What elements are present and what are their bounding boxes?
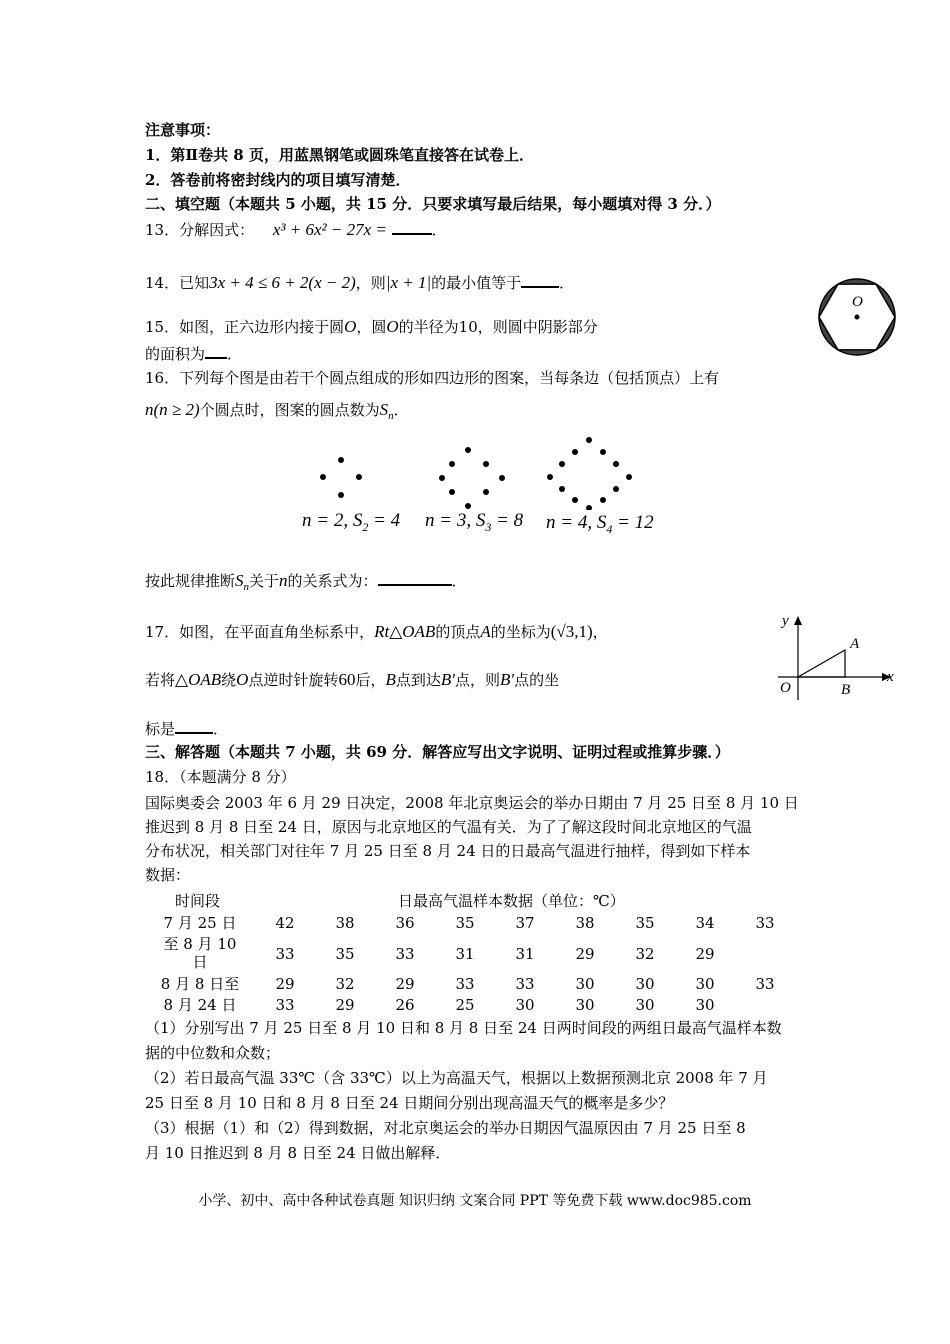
table-cell: 33 <box>275 995 295 1014</box>
q18-sub-2a: （2）若日最高气温 33℃（含 33℃）以上为高温天气，根据以上数据预测北京 2008 年 7 月 <box>145 1069 768 1087</box>
q16-infer-sub: n <box>243 581 250 593</box>
notice-title: 注意事项： <box>145 121 221 139</box>
table-cell: 29 <box>335 995 355 1014</box>
question-16-line-2 <box>145 400 409 426</box>
caption-n3-s: S <box>475 510 486 531</box>
point-b-label: B <box>841 682 851 698</box>
table-cell: 30 <box>635 974 655 993</box>
point-a-label: A <box>850 636 860 652</box>
table-cell: 30 <box>695 974 715 993</box>
table-cell: 35 <box>455 913 475 932</box>
row-label: 7 月 25 日 <box>163 913 237 932</box>
caption-n3-n: n = 3, <box>425 510 472 531</box>
table-cell: 33 <box>755 913 775 932</box>
origin-label: O <box>780 680 791 696</box>
question-17-line-3 <box>145 718 228 739</box>
question-13 <box>145 219 447 240</box>
table-cell <box>735 994 795 1015</box>
caption-n2 <box>302 510 400 535</box>
q15-o2: O <box>386 317 399 336</box>
caption-n4-sub: 4 <box>606 521 613 536</box>
caption-n2-val: = 4 <box>373 510 401 531</box>
table-header-data: 日最高气温样本数据（单位：℃） <box>398 892 625 910</box>
caption-n4 <box>546 512 654 537</box>
question-15-line-1 <box>145 317 598 337</box>
q17-answer-blank <box>175 718 213 734</box>
q17-Bp2: B′ <box>500 670 515 689</box>
q13-expression: x³ + 6x² − 27x = <box>272 220 387 239</box>
q14-end: ． <box>559 274 575 292</box>
q17-O: O <box>236 670 249 689</box>
q17-a3: 的坐标为 <box>490 623 551 641</box>
table-cell: 33 <box>515 974 535 993</box>
question-14 <box>145 272 574 293</box>
q17-coord: (√3,1) <box>550 622 593 641</box>
q13-prefix: 13．分解因式： <box>145 221 255 239</box>
q15-o1: O <box>344 317 357 336</box>
table-cell: 37 <box>515 913 535 932</box>
table-row <box>145 973 795 994</box>
caption-n4-n: n = 4, <box>546 512 593 533</box>
q16-s: S <box>379 400 389 419</box>
table-cell: 31 <box>515 944 535 963</box>
q15-text-b: ，圆 <box>356 318 387 336</box>
temperature-table <box>145 912 795 933</box>
temperature-table-rows-3-4 <box>145 973 795 1015</box>
pattern-n4 <box>547 437 632 510</box>
q16-infer-c: 的关系式为： <box>287 572 378 590</box>
q16-infer-b: 关于 <box>249 572 280 590</box>
table-cell: 34 <box>695 913 715 932</box>
caption-n2-s: S <box>352 510 363 531</box>
table-cell: 30 <box>575 974 595 993</box>
table-cell: 30 <box>575 995 595 1014</box>
q18-para-3: 分布状况，相关部门对往年 7 月 25 日至 8 月 24 日的日最高气温进行抽样，得到如下样本 <box>145 842 751 860</box>
q18-sub-2b: 25 日至 8 月 10 日和 8 月 8 日至 24 日期间分别出现高温天气的概率是多少？ <box>145 1094 674 1112</box>
q17-a1: 17．如图，在平面直角坐标系中， <box>145 623 375 641</box>
table-row <box>145 943 795 964</box>
q17-b7: 点的坐 <box>514 671 560 689</box>
q18-para-1: 国际奥委会 2003 年 6 月 29 日决定，2008 年北京奥运会的举办日期由 7 月 25 日至 8 月 10 日 <box>145 794 799 812</box>
q16-condition: n(n ≥ 2) <box>145 400 200 419</box>
table-cell: 35 <box>635 913 655 932</box>
table-cell: 30 <box>635 995 655 1014</box>
q13-end: ． <box>431 221 447 239</box>
table-cell: 26 <box>395 995 415 1014</box>
q18-sub-3b: 月 10 日推迟到 8 月 8 日至 24 日做出解释． <box>145 1144 451 1162</box>
table-row <box>145 994 795 1015</box>
table-header-period: 时间段 <box>175 892 221 910</box>
table-cell: 32 <box>335 974 355 993</box>
coordinate-triangle-figure <box>770 612 900 704</box>
temperature-table-row-2 <box>145 943 795 964</box>
q17-end: ． <box>213 720 229 738</box>
table-cell: 30 <box>515 995 535 1014</box>
y-arrow-icon <box>794 616 802 625</box>
table-cell: 30 <box>695 995 715 1014</box>
table-cell: 33 <box>275 944 295 963</box>
section-2-heading: 二、填空题（本题共 5 小题，共 15 分．只要求填写最后结果，每小题填对得 3 分．） <box>145 195 721 213</box>
q17-tri: △OAB <box>175 670 222 689</box>
table-cell: 38 <box>335 913 355 932</box>
q17-c1: 标是 <box>145 720 176 738</box>
question-17-line-1 <box>145 622 608 642</box>
row-label-spacer <box>145 943 255 964</box>
caption-n3-sub: 3 <box>485 519 492 534</box>
q18-sub-1b: 据的中位数和众数； <box>145 1044 281 1062</box>
q17-Bp1: B′ <box>440 670 455 689</box>
question-16-line-1: 16．下列每个图是由若干个圆点组成的形如四边形的图案，当每条边（包括顶点）上有 <box>145 369 720 387</box>
page-footer: 小学、初中、高中各种试卷真题 知识归纳 文案合同 PPT 等免费下载 www.doc985.com <box>198 1193 752 1209</box>
q18-title: 18．（本题满分 8 分） <box>145 768 296 786</box>
q15-text-a: 15．如图，正六边形内接于圆 <box>145 318 345 336</box>
table-cell: 42 <box>275 913 295 932</box>
q16-infer-end: ． <box>451 572 467 590</box>
table-cell: 29 <box>275 974 295 993</box>
center-point <box>855 315 860 320</box>
q16-answer-blank <box>378 570 452 586</box>
table-cell <box>735 943 795 964</box>
table-cell: 33 <box>395 944 415 963</box>
table-cell: 25 <box>455 995 475 1014</box>
pattern-n3 <box>439 447 505 509</box>
row-label: 8 月 24 日 <box>163 995 237 1014</box>
q18-sub-3a: （3）根据（1）和（2）得到数据，对北京奥运会的举办日期因气温原因由 7 月 25 日至 8 <box>145 1119 746 1137</box>
notice-item-1: 1．第Ⅱ卷共 8 页，用蓝黑钢笔或圆珠笔直接答在试卷上． <box>145 146 534 164</box>
table-cell: 35 <box>335 944 355 963</box>
q17-b5: 点到达 <box>395 671 441 689</box>
q14-inequality: 3x + 4 ≤ 6 + 2(x − 2) <box>209 273 356 292</box>
triangle-oab <box>798 650 845 677</box>
table-cell: 29 <box>395 974 415 993</box>
dot-patterns-figure <box>300 430 660 510</box>
q17-deg: 60 <box>338 670 356 689</box>
q17-rt: Rt△OAB <box>374 622 436 641</box>
q15-text-line2: 的面积为 <box>145 345 206 363</box>
q18-sub-1a: （1）分别写出 7 月 25 日至 8 月 10 日和 8 月 8 日至 24 日两时间段的两组日最高气温样本数 <box>145 1019 782 1037</box>
notice-item-2: 2．答卷前将密封线内的项目填写清楚． <box>145 171 411 189</box>
q17-b1: 若将 <box>145 671 176 689</box>
q17-b3: 点逆时针旋转 <box>248 671 339 689</box>
q16-infer-a: 按此规律推断 <box>145 572 236 590</box>
caption-n4-s: S <box>596 512 607 533</box>
q17-b4: 后， <box>355 671 386 689</box>
q14-prefix: 14．已知 <box>145 274 210 292</box>
q17-a2: 的顶点 <box>435 623 481 641</box>
q17-b6: 点，则 <box>454 671 500 689</box>
row-label: 8 月 8 日至 <box>160 974 240 993</box>
q15-answer-blank <box>205 343 227 359</box>
q14-abs-expression: |x + 1| <box>385 273 432 292</box>
question-17-line-2 <box>145 670 559 690</box>
x-axis-label: x <box>887 669 894 685</box>
row-label: 至 8 月 10 <box>163 935 237 953</box>
q16-infer-s: S <box>235 571 244 590</box>
table-row <box>145 912 795 933</box>
table-cell: 31 <box>455 944 475 963</box>
table-cell: 29 <box>695 944 715 963</box>
center-label: O <box>852 294 863 310</box>
caption-n4-val: = 12 <box>617 512 654 533</box>
q15-end: ． <box>227 345 243 363</box>
q15-text-c: 的半径为10，则圆中阴影部分 <box>398 318 598 336</box>
q16-text: 个圆点时，图案的圆点数为 <box>199 401 380 419</box>
q16-s-sub: n <box>388 410 394 422</box>
q17-A: A <box>480 622 491 641</box>
table-cell: 32 <box>635 944 655 963</box>
q14-answer-blank <box>521 272 559 288</box>
q14-suffix: 的最小值等于 <box>431 274 522 292</box>
q16-infer-n: n <box>279 571 288 590</box>
table-cell: 29 <box>575 944 595 963</box>
q17-B: B <box>385 670 396 689</box>
caption-n2-n: n = 2, <box>302 510 349 531</box>
q16-end: ． <box>393 401 409 419</box>
pattern-n2 <box>320 457 362 498</box>
y-axis-label: y <box>782 613 789 629</box>
question-15-line-2 <box>145 343 242 364</box>
q13-answer-blank <box>392 219 432 235</box>
table-cell: 33 <box>755 974 775 993</box>
table-cell: 33 <box>455 974 475 993</box>
table-cell: 38 <box>575 913 595 932</box>
q17-a4: ， <box>592 623 608 641</box>
section-3-heading: 三、解答题（本题共 7 小题，共 69 分．解答应写出文字说明、证明过程或推算步骤．） <box>145 743 730 761</box>
caption-n3 <box>425 510 523 535</box>
q18-para-4: 数据： <box>145 866 191 884</box>
table-cell: 36 <box>395 913 415 932</box>
caption-n3-val: = 8 <box>496 510 524 531</box>
row-label: 日 <box>192 953 208 971</box>
q16-inference <box>145 570 467 597</box>
q17-b2: 绕 <box>221 671 237 689</box>
caption-n2-sub: 2 <box>362 519 369 534</box>
q18-para-2: 推迟到 8 月 8 日至 24 日，原因与北京地区的气温有关．为了了解这段时间北京地区的气温 <box>145 818 752 836</box>
hexagon-in-circle-figure <box>814 278 900 356</box>
q14-mid: ，则 <box>355 274 386 292</box>
